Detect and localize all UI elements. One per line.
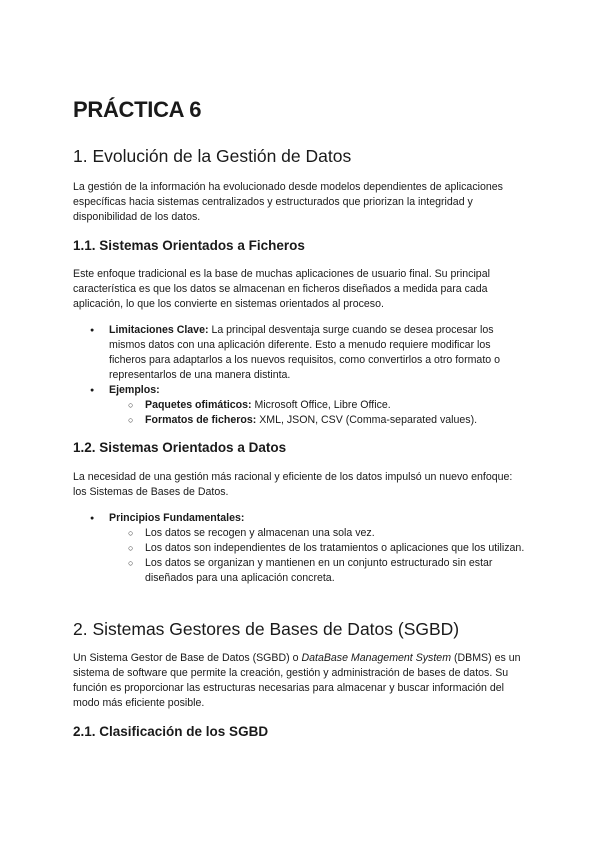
section-1-intro: La gestión de la información ha evolucionado desde modelos dependientes de aplicaciones específicas hacia sistemas centralizados y estructurados que priorizan la integridad y disponibilidad de los datos. [73, 181, 503, 223]
subsection-1-1-body: Este enfoque tradicional es la base de muchas aplicaciones de usuario final. Su principal característica es que los datos se almacenan en ficheros diseñados a medida para cada aplicación, lo que los convierte en sistemas orientados al proceso. [73, 268, 490, 310]
principle-item: ○ Los datos se recogen y almacenan una sola vez. [109, 526, 528, 541]
subsection-2-1-heading: 2.1. Clasificación de los SGBD [73, 724, 269, 739]
principle-item: ○ Los datos se organizan y mantienen en un conjunto estructurado sin estar diseñados para una aplicación concreta. [109, 556, 528, 586]
subsection-1-1-list [73, 323, 528, 428]
principles-sublist [109, 526, 528, 586]
limitations-text: La principal desventaja surge cuando se desea procesar los mismos datos con una aplicación diferente. Esto a menudo requiere modificar los ficheros para adaptarlos a los nuevos requisitos, como convertirlos a otro formato o representarlos de una manera distinta. [109, 324, 500, 381]
examples-label: Ejemplos: [109, 384, 160, 396]
subsection-1-2-heading: 1.2. Sistemas Orientados a Datos [73, 440, 287, 455]
example-1-label: Paquetes ofimáticos: [145, 399, 252, 411]
section-2-heading: 2. Sistemas Gestores de Bases de Datos (SGBD) [73, 619, 460, 639]
limitations-label: Limitaciones Clave: [109, 324, 209, 336]
examples-sublist [109, 398, 528, 428]
section-2-body-italic: DataBase Management System [301, 652, 452, 664]
principle-item: ○ Los datos son independientes de los tratamientos o aplicaciones que los utilizan. [109, 541, 528, 556]
subsection-1-1-heading: 1.1. Sistemas Orientados a Ficheros [73, 238, 305, 253]
list-item-examples [73, 383, 528, 428]
example-item-office [109, 398, 528, 413]
principles-label: Principios Fundamentales: [109, 512, 245, 524]
section-2-body-a: Un Sistema Gestor de Base de Datos (SGBD) o [73, 652, 302, 664]
subsection-1-2-body: La necesidad de una gestión más racional y eficiente de los datos impulsó un nuevo enfoque: los Sistemas de Bases de Datos. [73, 471, 513, 498]
page-title: PRÁCTICA 6 [73, 97, 202, 122]
example-2-label: Formatos de ficheros: [145, 414, 257, 426]
example-1-text: Microsoft Office, Libre Office. [251, 399, 391, 411]
list-item-principles [73, 511, 528, 586]
subsection-1-2-list [73, 511, 528, 586]
section-1-heading: 1. Evolución de la Gestión de Datos [73, 146, 352, 166]
list-item-limitations [73, 323, 528, 383]
example-item-formats [109, 413, 528, 428]
section-2-body-b: (DBMS) es un sistema de software que permite la creación, gestión y administración de bases de datos. Su función es proporcionar las estructuras necesarias para almacenar y buscar información del modo más eficiente posible. [73, 652, 521, 709]
example-2-text: XML, JSON, CSV (Comma-separated values). [256, 414, 478, 426]
section-2-body [73, 651, 528, 711]
